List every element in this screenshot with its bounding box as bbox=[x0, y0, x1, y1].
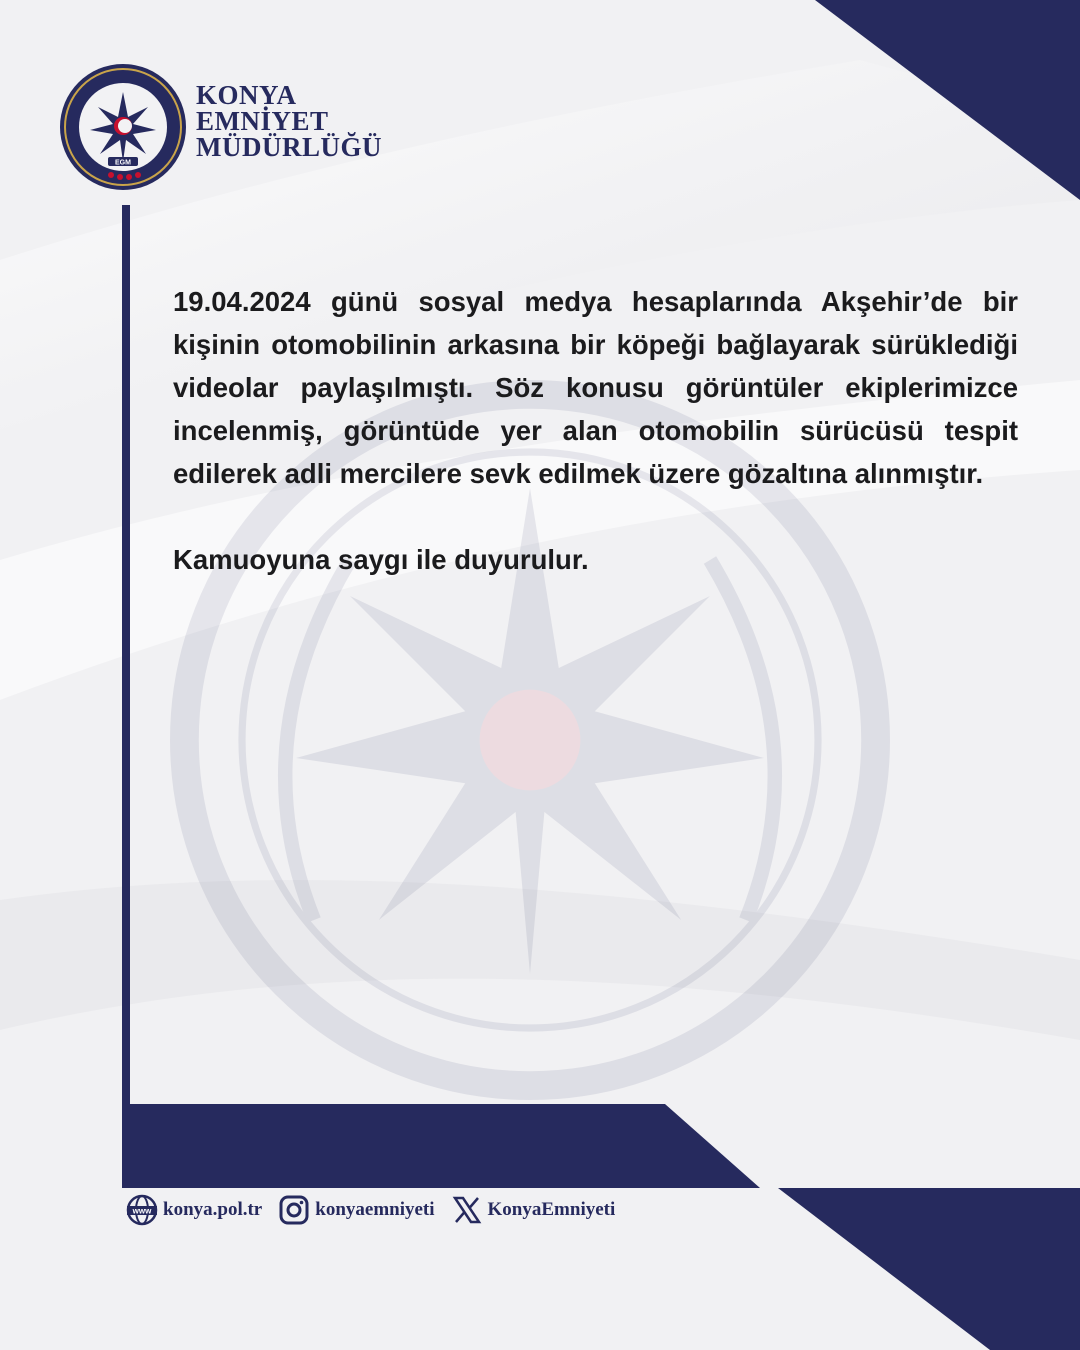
x-label: KonyaEmniyeti bbox=[487, 1199, 616, 1220]
brand-title bbox=[196, 82, 382, 160]
konya-police-emblem-logo bbox=[58, 62, 188, 192]
x-logo-icon bbox=[451, 1194, 483, 1226]
announcement-content bbox=[173, 280, 1018, 581]
svg-text:www: www bbox=[132, 1206, 152, 1216]
website-link[interactable] bbox=[126, 1194, 262, 1226]
x-link[interactable] bbox=[451, 1194, 616, 1226]
brand-line-1: KONYA bbox=[196, 80, 297, 110]
left-accent-bar bbox=[122, 205, 130, 1105]
brand-line-2: EMNİYET bbox=[196, 106, 329, 136]
website-label: konya.pol.tr bbox=[163, 1199, 263, 1220]
announcement-closing: Kamuoyuna saygı ile duyurulur. bbox=[173, 544, 589, 575]
brand-line-3: MÜDÜRLÜĞÜ bbox=[196, 132, 382, 162]
instagram-label: konyaemniyeti bbox=[315, 1199, 435, 1220]
instagram-icon bbox=[278, 1194, 310, 1226]
globe-www-icon bbox=[126, 1194, 158, 1226]
announcement-body: 19.04.2024 günü sosyal medya hesaplarında Akşehir’de bir kişinin otomobilinin arkasına bir köpeği bağlayarak sürüklediği videolar paylaşılmıştı. Söz konusu görüntüler ekiplerimizce incelenmiş, görüntüde yer alan otomobilin sürücüsü tespit edilerek adli mercilere sevk edilmek üzere gözaltına alınmıştır. bbox=[173, 286, 1018, 489]
svg-text:EGM: EGM bbox=[115, 159, 131, 167]
social-footer bbox=[126, 1192, 631, 1228]
instagram-link[interactable] bbox=[278, 1194, 434, 1226]
